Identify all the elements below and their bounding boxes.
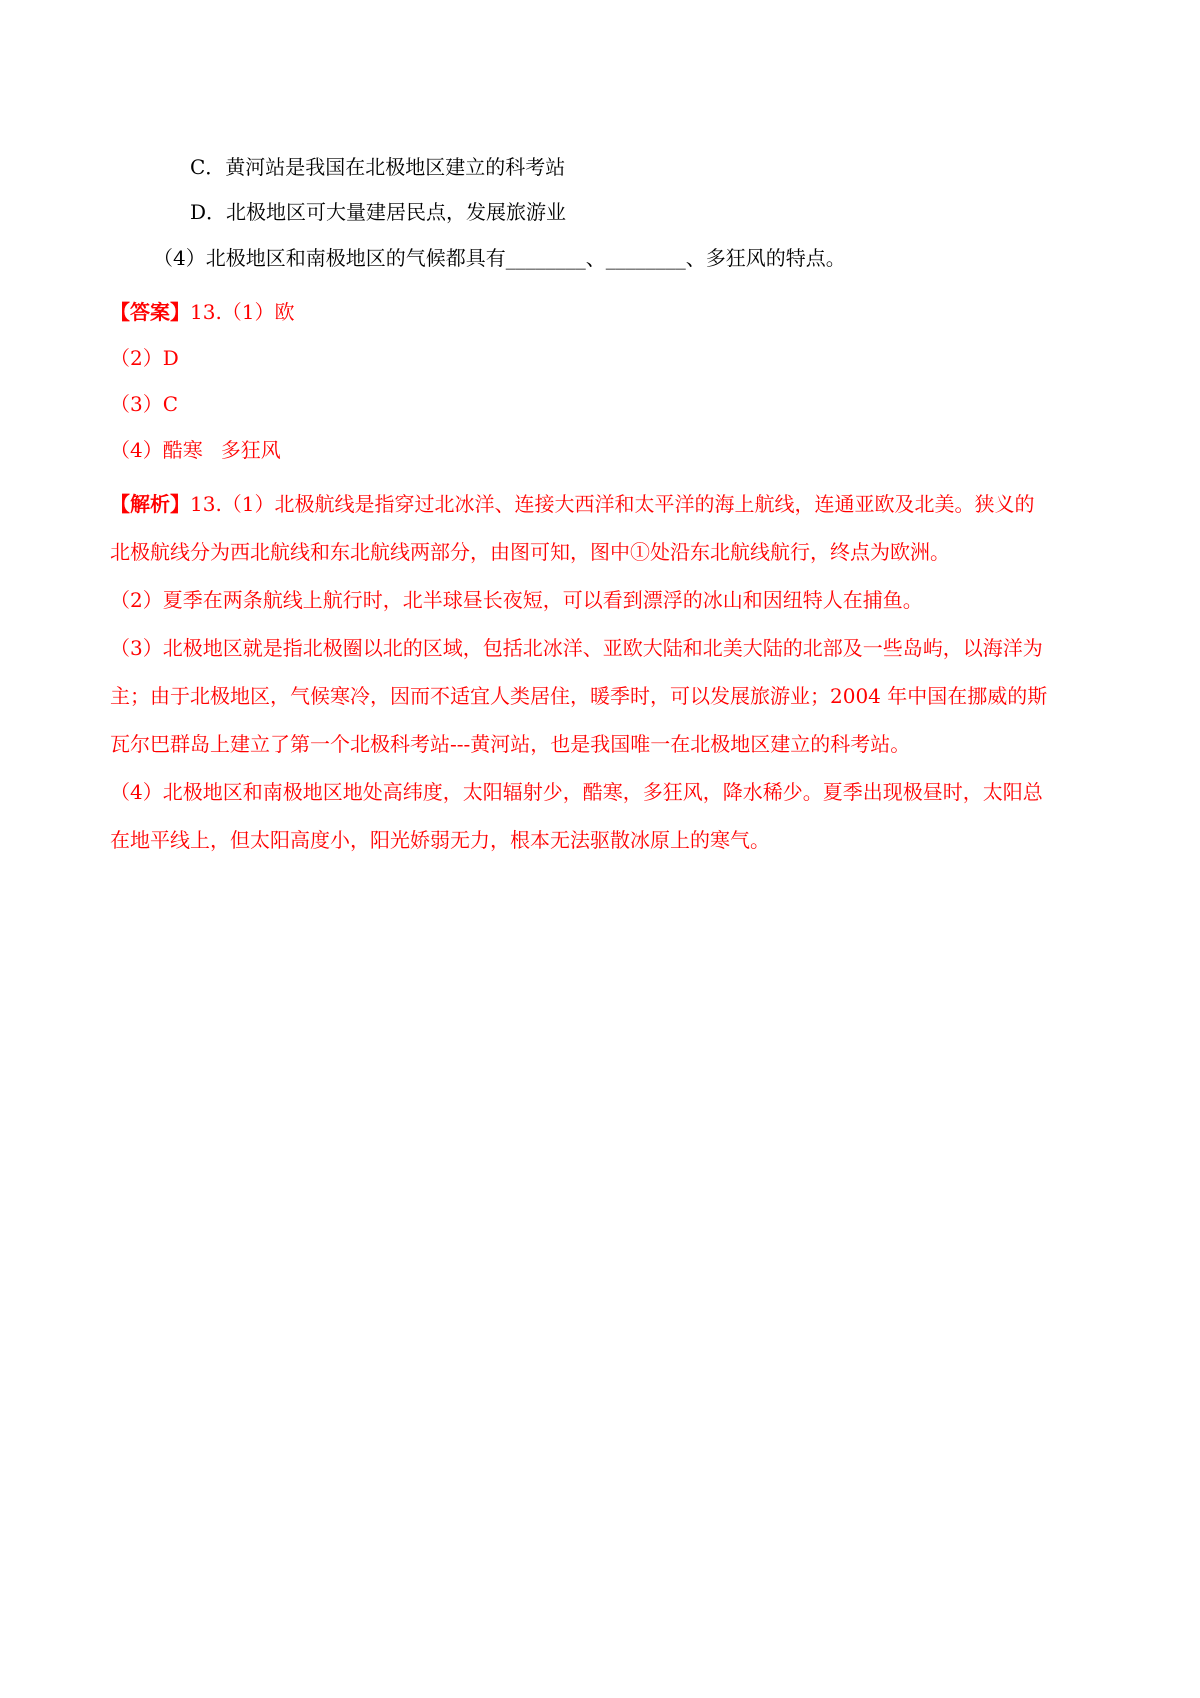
answer-3: （3）C [110,392,179,416]
explanation-p3-line1: （3）北极地区就是指北极圈以北的区域，包括北冰洋、亚欧大陆和北美大陆的北部及一些岛屿，以海洋为 [110,636,1043,660]
explanation-p1-line1 [110,490,1035,518]
answer-4-part2: 多狂风 [220,438,281,462]
explanation-p4-line2: 在地平线上，但太阳高度小，阳光娇弱无力，根本无法驱散冰原上的寒气。 [110,828,770,852]
answer-4 [110,436,281,464]
explanation-label: 【解析】 [110,492,190,516]
option-c: C．黄河站是我国在北极地区建立的科考站 [190,155,566,179]
explanation-p4-line1: （4）北极地区和南极地区地处高纬度，太阳辐射少，酷寒，多狂风，降水稀少。夏季出现极昼时，太阳总 [110,780,1043,804]
answer-1: 13.（1）欧 [190,300,295,324]
answer-heading [110,298,295,326]
option-d: D．北极地区可大量建居民点，发展旅游业 [190,200,567,224]
answer-2: （2）D [110,346,179,370]
explanation-p3-line3: 瓦尔巴群岛上建立了第一个北极科考站---黄河站，也是我国唯一在北极地区建立的科考站。 [110,732,911,756]
question-4: （4）北极地区和南极地区的气候都具有________、________、多狂风的特点。 [153,246,846,270]
explanation-p1-text1: 13.（1）北极航线是指穿过北冰洋、连接大西洋和太平洋的海上航线，连通亚欧及北美。狭义的 [190,492,1035,516]
explanation-p1-line2: 北极航线分为西北航线和东北航线两部分，由图可知，图中①处沿东北航线航行，终点为欧洲。 [110,540,950,564]
explanation-p2: （2）夏季在两条航线上航行时，北半球昼长夜短，可以看到漂浮的冰山和因纽特人在捕鱼。 [110,588,923,612]
answer-label: 【答案】 [110,300,190,324]
answer-4-part1: （4）酷寒 [110,438,203,462]
explanation-p3-line2: 主；由于北极地区，气候寒冷，因而不适宜人类居住，暖季时，可以发展旅游业；2004 年中国在挪威的斯 [110,684,1048,708]
